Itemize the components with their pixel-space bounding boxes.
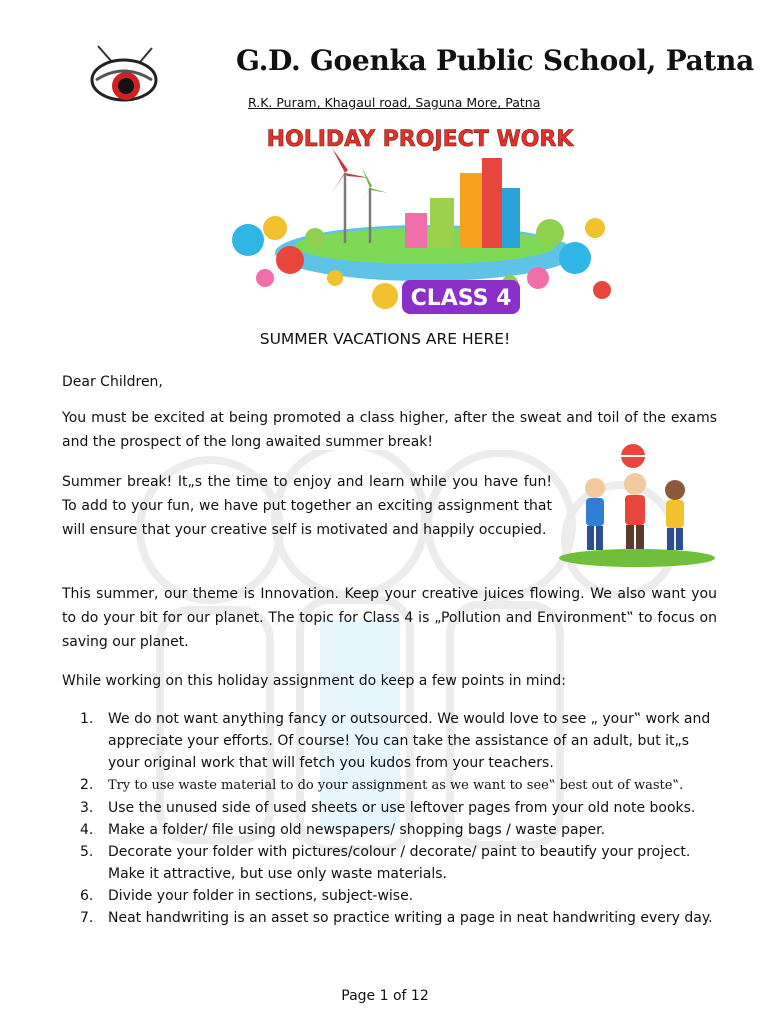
banner-title: HOLIDAY PROJECT WORK <box>266 127 574 152</box>
list-item <box>80 708 720 774</box>
points-intro: While working on this holiday assignment do keep a few points in mind: <box>62 673 566 689</box>
list-item-text: Try to use waste material to do your assignment as we want to see‟ best out of waste‟. <box>108 778 684 793</box>
summer-heading: SUMMER VACATIONS ARE HERE! <box>259 330 511 348</box>
list-item <box>80 841 720 885</box>
intro-paragraph: You must be excited at being promoted a class higher, after the sweat and toil of the exams and the prospect of the long awaited summer break! <box>62 410 717 450</box>
list-item-number: 4. <box>80 822 94 838</box>
list-item-text: Divide your folder in sections, subject-wise. <box>108 888 414 904</box>
list-item-number: 1. <box>80 711 94 727</box>
list-item-text: Use the unused side of used sheets or use leftover pages from your old note books. <box>108 800 696 816</box>
summer-break-paragraph: Summer break! It„s the time to enjoy and learn while you have fun! To add to your fun, we have put together an exciting assignment that will ensure that your creative self is motivated and happily occupied. <box>62 474 552 538</box>
school-logo <box>86 40 162 116</box>
class-badge: CLASS 4 <box>410 286 512 311</box>
list-item-text: Make a folder/ file using old newspapers/ shopping bags / waste paper. <box>108 822 606 838</box>
page-number: Page 1 of 12 <box>341 988 429 1004</box>
school-address: R.K. Puram, Khagaul road, Saguna More, Patna <box>248 95 541 110</box>
list-item <box>80 774 720 797</box>
list-item-text: Neat handwriting is an asset so practice writing a page in neat handwriting every day. <box>108 910 713 926</box>
list-item-number: 5. <box>80 844 94 860</box>
list-item-number: 7. <box>80 910 94 926</box>
theme-paragraph: This summer, our theme is Innovation. Keep your creative juices flowing. We also want you to do your bit for our planet. The topic for Class 4 is „Pollution and Environment‟ to focus on saving our planet. <box>62 586 717 650</box>
list-item-number: 6. <box>80 888 94 904</box>
guidelines-list <box>80 708 720 929</box>
kids-playing-illustration <box>555 440 720 568</box>
list-item-text: Decorate your folder with pictures/colour / decorate/ paint to beautify your project. Make it attractive, but use only waste materials. <box>108 844 691 882</box>
school-name: G.D. Goenka Public School, Patna <box>236 44 754 77</box>
list-item <box>80 819 720 841</box>
holiday-project-banner <box>220 118 620 330</box>
greeting: Dear Children, <box>62 374 163 390</box>
list-item-text: We do not want anything fancy or outsourced. We would love to see „ your‟ work and appreciate your efforts. Of course! You can take the assistance of an adult, but it„s your original work that will fetch you kudos from your teachers. <box>108 711 711 771</box>
list-item <box>80 797 720 819</box>
list-item-number: 3. <box>80 800 94 816</box>
list-item <box>80 885 720 907</box>
list-item-number: 2. <box>80 777 94 793</box>
list-item <box>80 907 720 929</box>
